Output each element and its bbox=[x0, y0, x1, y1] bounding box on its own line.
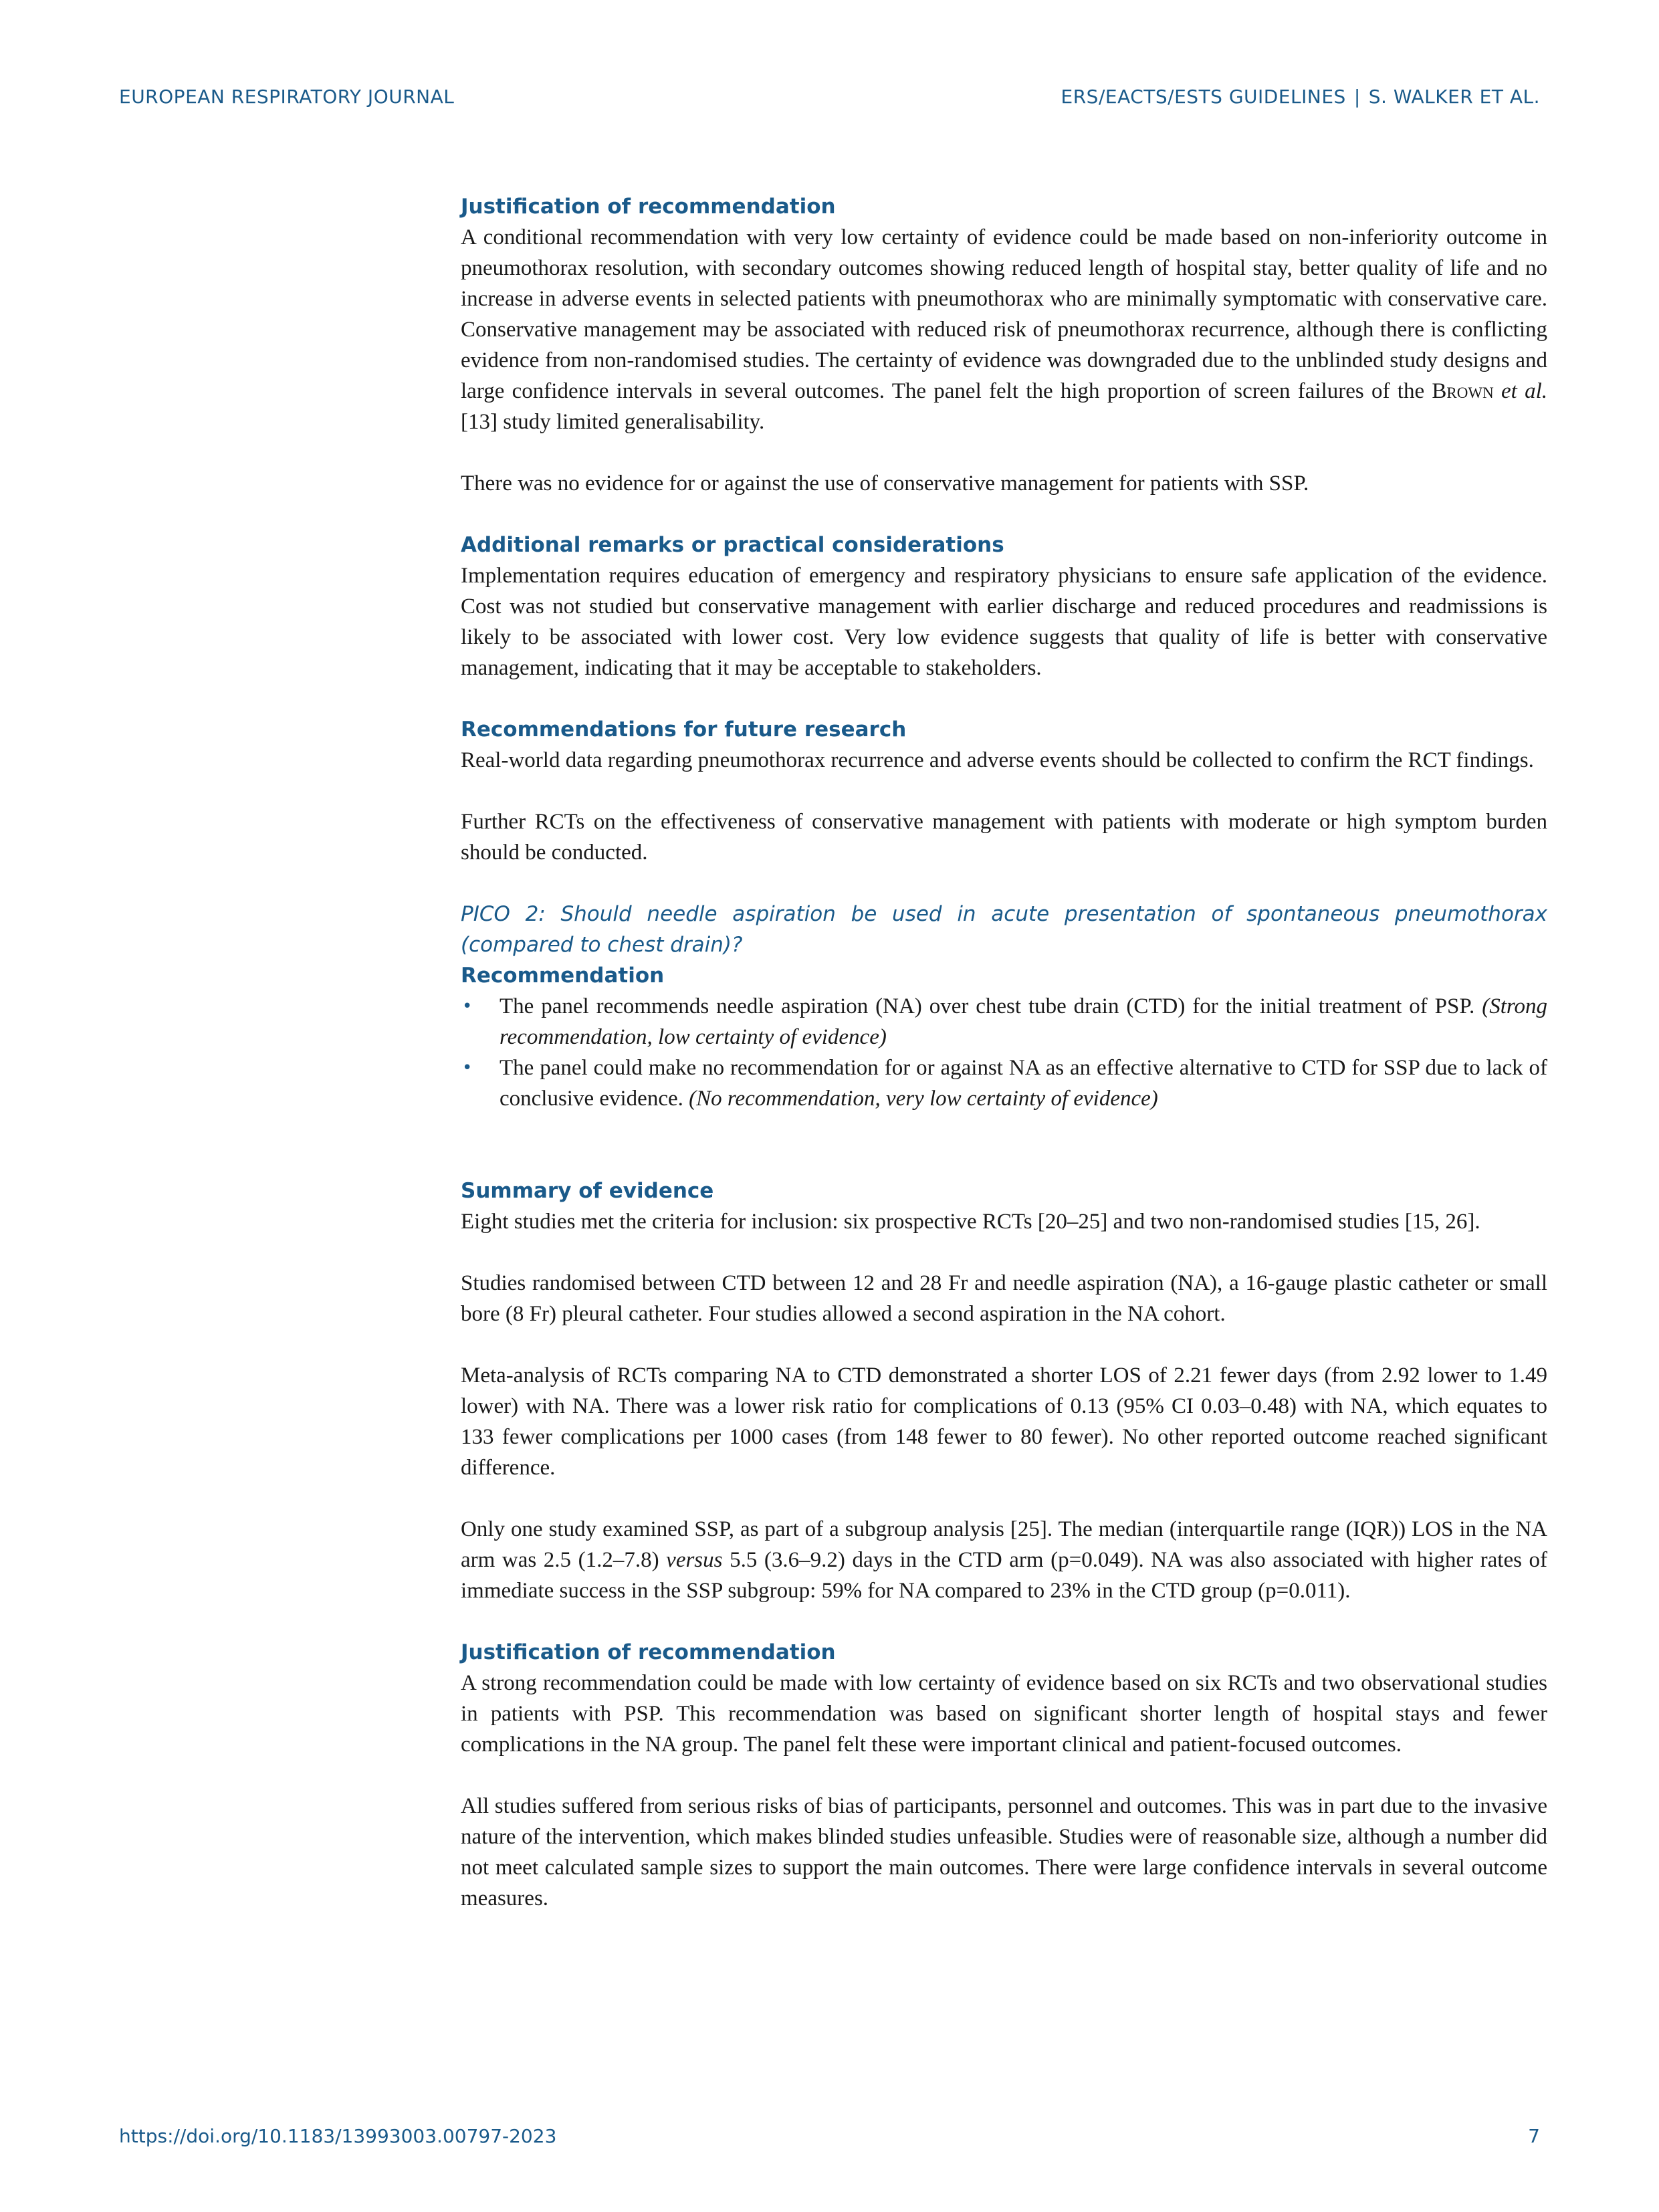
paragraph-text: [13] study limited generalisability. bbox=[461, 410, 765, 434]
paragraph: Meta-analysis of RCTs comparing NA to CTD demonstrated a shorter LOS of 2.21 fewer days (from 2.92 lower to 1.49 lower) with NA. There was a lower risk ratio for complications of 0.13 (95% CI 0.03–0.48) with NA, which equates to 133 fewer complications per 1000 cases (from 148 fewer to 80 fewer). No other reported outcome reached significant difference. bbox=[461, 1363, 1547, 1480]
future-research-section bbox=[461, 714, 1547, 868]
guideline-section: ERS/EACTS/ESTS GUIDELINES bbox=[1061, 86, 1346, 108]
recommendation-text: The panel recommends needle aspiration (NA) over chest tube drain (CTD) for the initial treatment of PSP. bbox=[500, 994, 1482, 1018]
section-heading: Summary of evidence bbox=[461, 1179, 714, 1203]
section-heading: Justification of recommendation bbox=[461, 1640, 836, 1664]
cited-author: Brown bbox=[1432, 379, 1494, 403]
et-al: et al. bbox=[1501, 379, 1548, 403]
paragraph-text: Only one study examined SSP, as part of a subgroup analysis [25]. The median (interquartile range (IQR)) LOS in the NA arm was 2.5 (1.2–7.8) bbox=[461, 1517, 1547, 1572]
pico-question: PICO 2: Should needle aspiration be used in acute presentation of spontaneous pneumothorax (compared to chest drain)? bbox=[461, 902, 1547, 957]
versus: versus bbox=[666, 1548, 723, 1572]
recommendation-item bbox=[461, 1053, 1547, 1114]
page-number: 7 bbox=[1528, 2125, 1540, 2147]
paragraph: Real-world data regarding pneumothorax recurrence and adverse events should be collected to confirm the RCT findings. bbox=[461, 748, 1534, 772]
pico2-section bbox=[461, 899, 1547, 1114]
section-heading: Justification of recommendation bbox=[461, 195, 836, 219]
section-heading: Additional remarks or practical considerations bbox=[461, 533, 1004, 557]
paragraph: There was no evidence for or against the use of conservative management for patients with SSP. bbox=[461, 471, 1309, 495]
page-footer bbox=[119, 2125, 1540, 2152]
recommendation-item bbox=[461, 991, 1547, 1053]
journal-name: EUROPEAN RESPIRATORY JOURNAL bbox=[119, 86, 455, 108]
recommendation-strength: (No recommendation, very low certainty of evidence) bbox=[689, 1087, 1158, 1111]
additional-remarks-section bbox=[461, 530, 1547, 683]
bullet-icon: • bbox=[462, 996, 473, 1016]
paragraph: All studies suffered from serious risks of bias of participants, personnel and outcomes. This was in part due to the invasive nature of the intervention, which makes blinded studies unfeasible. Studies were of reasonable size, although a number did not meet calculated sample sizes to support the main outcomes. There were large confidence intervals in several outcome measures. bbox=[461, 1794, 1547, 1910]
paragraph bbox=[461, 1514, 1547, 1606]
recommendation-heading: Recommendation bbox=[461, 964, 665, 988]
paragraph bbox=[461, 222, 1547, 437]
paragraph-text: 5.5 (3.6–9.2) days in the CTD arm (p=0.049). NA was also associated with higher rates of immediate success in the SSP subgroup: 59% for NA compared to 23% in the CTD group (p=0.011). bbox=[461, 1548, 1547, 1603]
bullet-icon: • bbox=[462, 1058, 473, 1078]
running-header bbox=[119, 86, 1540, 112]
justification-section-1 bbox=[461, 191, 1547, 499]
header-authors: S. WALKER ET AL. bbox=[1368, 86, 1540, 108]
summary-evidence-section bbox=[461, 1176, 1547, 1606]
doi-link[interactable]: https://doi.org/10.1183/13993003.00797-2023 bbox=[119, 2125, 557, 2147]
recommendation-text: The panel could make no recommendation for or against NA as an effective alternative to CTD for SSP due to lack of conclusive evidence. bbox=[500, 1056, 1547, 1111]
paragraph: Further RCTs on the effectiveness of conservative management with patients with moderate or high symptom burden should be conducted. bbox=[461, 810, 1547, 865]
section-authors bbox=[1061, 86, 1540, 108]
paragraph-text: A conditional recommendation with very low certainty of evidence could be made based on non-inferiority outcome in pneumothorax resolution, with secondary outcomes showing reduced length of hospital stay, better quality of life and no increase in adverse events in selected patients with pneumothorax who are minimally symptomatic with conservative care. Conservative management may be associated with reduced risk of pneumothorax recurrence, although there is conflicting evidence from non-randomised studies. The certainty of evidence was downgraded due to the unblinded study designs and large confidence intervals in several outcomes. The panel felt the high proportion of screen failures of the bbox=[461, 225, 1547, 403]
section-heading: Recommendations for future research bbox=[461, 717, 907, 742]
recommendation-strength: (Strong recommendation, low certainty of evidence) bbox=[500, 994, 1547, 1049]
justification-section-2 bbox=[461, 1637, 1547, 1914]
header-separator: | bbox=[1353, 86, 1361, 108]
recommendation-list bbox=[461, 991, 1547, 1114]
paragraph: A strong recommendation could be made with low certainty of evidence based on six RCTs and two observational studies in patients with PSP. This recommendation was based on significant shorter length of hospital stays and fewer complications in the NA group. The panel felt these were important clinical and patient-focused outcomes. bbox=[461, 1671, 1547, 1757]
paragraph: Studies randomised between CTD between 12 and 28 Fr and needle aspiration (NA), a 16-gauge plastic catheter or small bore (8 Fr) pleural catheter. Four studies allowed a second aspiration in the NA cohort. bbox=[461, 1271, 1547, 1326]
paragraph: Eight studies met the criteria for inclusion: six prospective RCTs [20–25] and two non-randomised studies [15, 26]. bbox=[461, 1210, 1480, 1234]
paragraph: Implementation requires education of emergency and respiratory physicians to ensure safe application of the evidence. Cost was not studied but conservative management with earlier discharge and reduced procedures and readmissions is likely to be associated with lower cost. Very low evidence suggests that quality of life is better with conservative management, indicating that it may be acceptable to stakeholders. bbox=[461, 564, 1547, 680]
page-body bbox=[461, 191, 1547, 1914]
